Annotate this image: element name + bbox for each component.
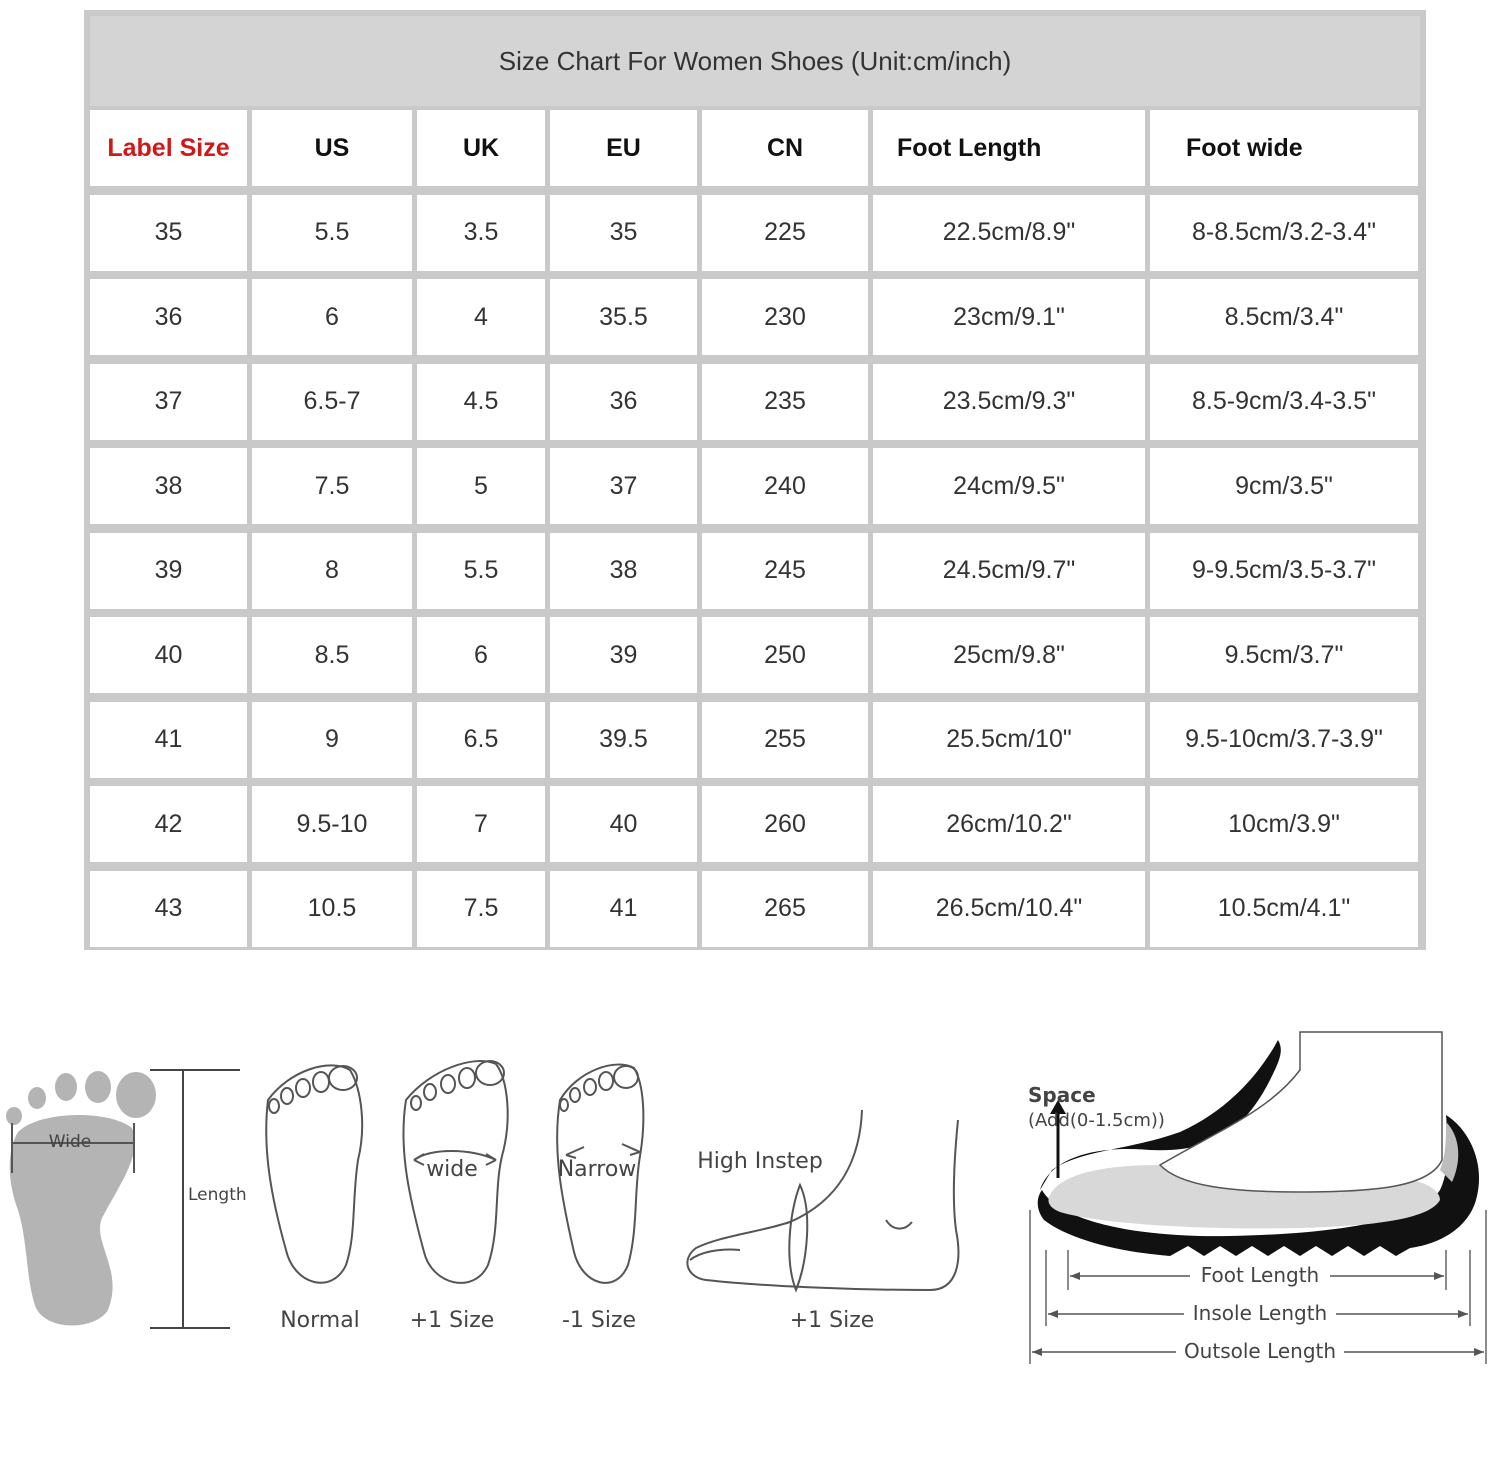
cell-foot-length: 26cm/10.2" [873, 786, 1145, 862]
cell-foot-length: 24.5cm/9.7" [873, 533, 1145, 609]
table-row [84, 529, 1426, 613]
cell-uk: 4 [417, 279, 545, 355]
cell-foot-length: 23.5cm/9.3" [873, 364, 1145, 440]
cell-eu: 35.5 [550, 279, 697, 355]
cell-label-size: 35 [90, 195, 247, 271]
header-uk: UK [417, 110, 545, 186]
cell-eu: 39.5 [550, 702, 697, 778]
cell-uk: 5.5 [417, 533, 545, 609]
high-instep-label: High Instep [697, 1149, 823, 1174]
space-add-label: (Add(0-1.5cm)) [1028, 1110, 1165, 1131]
table-row [84, 360, 1426, 444]
table-row [84, 613, 1426, 697]
table-header-row [84, 106, 1426, 190]
cell-eu: 37 [550, 448, 697, 524]
wide-size-label: +1 Size [409, 1308, 495, 1333]
cell-foot-length: 22.5cm/8.9" [873, 195, 1145, 271]
cell-eu: 38 [550, 533, 697, 609]
wide-label: wide [426, 1157, 478, 1182]
normal-size-label: Normal [280, 1308, 360, 1333]
cell-uk: 6 [417, 617, 545, 693]
table-row [84, 444, 1426, 528]
cell-foot-wide: 10cm/3.9" [1150, 786, 1418, 862]
cell-uk: 7 [417, 786, 545, 862]
high-instep-foot-icon [687, 1110, 958, 1290]
cell-label-size: 41 [90, 702, 247, 778]
header-foot-wide: Foot wide [1150, 110, 1418, 186]
cell-cn: 255 [702, 702, 868, 778]
cell-cn: 245 [702, 533, 868, 609]
cell-eu: 41 [550, 871, 697, 947]
cell-cn: 260 [702, 786, 868, 862]
cell-uk: 7.5 [417, 871, 545, 947]
table-row [84, 782, 1426, 866]
foot-length-label: Length [188, 1185, 247, 1205]
cell-eu: 40 [550, 786, 697, 862]
outsole-length-label: Outsole Length [1183, 1339, 1337, 1363]
cell-label-size: 38 [90, 448, 247, 524]
cell-us: 9.5-10 [252, 786, 412, 862]
cell-us: 6.5-7 [252, 364, 412, 440]
foot-wide-label: Wide [48, 1132, 92, 1152]
foot-type-normal [266, 1065, 362, 1282]
cell-foot-length: 25.5cm/10" [873, 702, 1145, 778]
measurement-guide [0, 960, 1500, 1460]
cell-foot-wide: 8.5cm/3.4" [1150, 279, 1418, 355]
footprint-icon [6, 1071, 156, 1326]
cell-eu: 35 [550, 195, 697, 271]
insole-length-label: Insole Length [1192, 1301, 1328, 1325]
header-eu: EU [550, 110, 697, 186]
header-cn: CN [702, 110, 868, 186]
cell-label-size: 39 [90, 533, 247, 609]
cell-us: 8.5 [252, 617, 412, 693]
space-label: Space [1028, 1083, 1096, 1107]
cell-foot-wide: 8-8.5cm/3.2-3.4" [1150, 195, 1418, 271]
cell-eu: 39 [550, 617, 697, 693]
header-us: US [252, 110, 412, 186]
foot-type-high-instep [687, 1110, 958, 1290]
chart-title: Size Chart For Women Shoes (Unit:cm/inch) [90, 16, 1420, 106]
table-row [84, 698, 1426, 782]
cell-uk: 3.5 [417, 195, 545, 271]
cell-uk: 4.5 [417, 364, 545, 440]
cell-eu: 36 [550, 364, 697, 440]
cell-foot-wide: 8.5-9cm/3.4-3.5" [1150, 364, 1418, 440]
cell-label-size: 36 [90, 279, 247, 355]
narrow-label: Narrow [557, 1157, 637, 1182]
cell-cn: 250 [702, 617, 868, 693]
shoe-diagram [1028, 1032, 1486, 1364]
high-instep-size-label: +1 Size [789, 1308, 875, 1333]
cell-foot-wide: 9.5cm/3.7" [1150, 617, 1418, 693]
cell-us: 10.5 [252, 871, 412, 947]
cell-foot-length: 24cm/9.5" [873, 448, 1145, 524]
cell-foot-wide: 9-9.5cm/3.5-3.7" [1150, 533, 1418, 609]
cell-foot-wide: 10.5cm/4.1" [1150, 871, 1418, 947]
cell-uk: 6.5 [417, 702, 545, 778]
size-chart [84, 10, 1426, 950]
cell-cn: 235 [702, 364, 868, 440]
table-row [84, 867, 1426, 951]
cell-cn: 230 [702, 279, 868, 355]
cell-label-size: 43 [90, 871, 247, 947]
foot-length-diagram-label: Foot Length [1200, 1263, 1320, 1287]
cell-label-size: 42 [90, 786, 247, 862]
cell-cn: 240 [702, 448, 868, 524]
table-row [84, 275, 1426, 359]
footprint-illustration [6, 1070, 247, 1328]
cell-label-size: 37 [90, 364, 247, 440]
header-foot-length: Foot Length [873, 110, 1145, 186]
cell-foot-wide: 9.5-10cm/3.7-3.9" [1150, 702, 1418, 778]
table-row [84, 191, 1426, 275]
cell-cn: 225 [702, 195, 868, 271]
header-label-size: Label Size [90, 110, 247, 186]
narrow-size-label: -1 Size [561, 1308, 637, 1333]
cell-uk: 5 [417, 448, 545, 524]
cell-us: 9 [252, 702, 412, 778]
cell-foot-length: 25cm/9.8" [873, 617, 1145, 693]
cell-foot-wide: 9cm/3.5" [1150, 448, 1418, 524]
cell-us: 5.5 [252, 195, 412, 271]
cell-foot-length: 26.5cm/10.4" [873, 871, 1145, 947]
cell-us: 7.5 [252, 448, 412, 524]
cell-label-size: 40 [90, 617, 247, 693]
cell-us: 8 [252, 533, 412, 609]
cell-us: 6 [252, 279, 412, 355]
cell-foot-length: 23cm/9.1" [873, 279, 1145, 355]
cell-cn: 265 [702, 871, 868, 947]
